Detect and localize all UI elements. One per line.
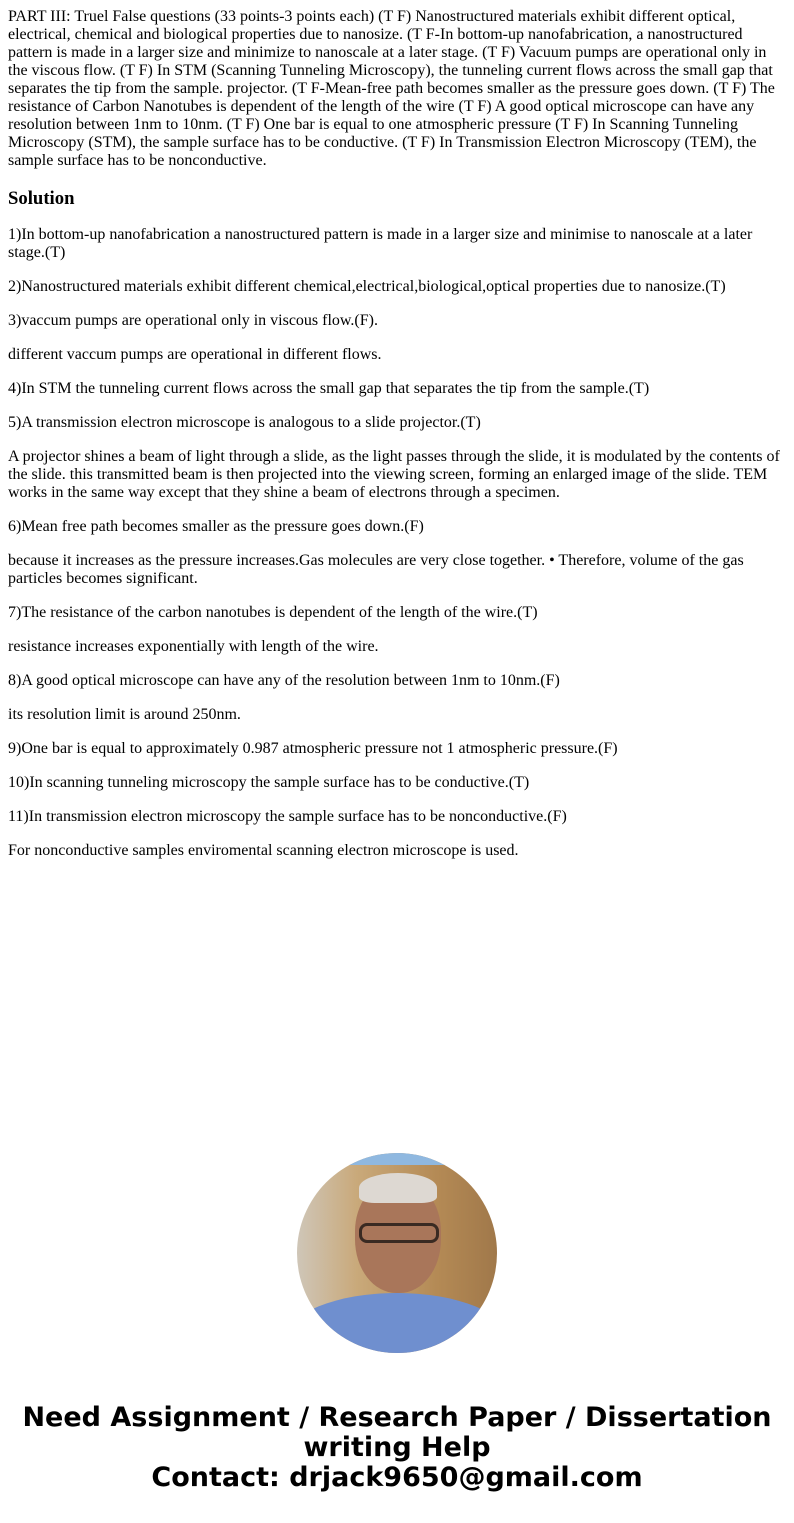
answer-paragraph: 10)In scanning tunneling microscopy the sample surface has to be conductive.(T) [8,774,530,791]
answer-paragraph: 7)The resistance of the carbon nanotubes is dependent of the length of the wire.(T) [8,604,538,621]
solution-answers [8,226,786,860]
answer-paragraph: because it increases as the pressure increases.Gas molecules are very close together. • Therefore, volume of the gas particles becomes significant. [8,552,744,587]
answer-paragraph: 3)vaccum pumps are operational only in viscous flow.(F). [8,312,378,329]
photo-shirt [297,1293,497,1353]
answer-paragraph: 4)In STM the tunneling current flows across the small gap that separates the tip from the sample.(T) [8,380,650,397]
photo-background [297,1153,497,1165]
answer-paragraph: 9)One bar is equal to approximately 0.987 atmospheric pressure not 1 atmospheric pressure.(F) [8,740,618,757]
contact-footer [0,1403,794,1493]
photo-glasses [359,1223,439,1243]
question-text: PART III: Truel False questions (33 points-3 points each) (T F) Nanostructured materials exhibit different optical, electrical, chemical and biological properties due to nanosize. (T F-In bottom-up nanofabrication, a nanostructured pattern is made in a larger size and minimize to nanoscale at a later stage. (T F) Vacuum pumps are operational only in the viscous flow. (T F) In STM (Scanning Tunneling Microscopy), the tunneling current flows across the small gap that separates the tip from the sample. projector. (T F-Mean-free path becomes smaller as the pressure goes down. (T F) The resistance of Carbon Nanotubes is dependent of the length of the wire (T F) A good optical microscope can have any resolution between 1nm to 10nm. (T F) One bar is equal to one atmospheric pressure (T F) In Scanning Tunneling Microscopy (STM), the sample surface has to be conductive. (T F) In Transmission Electron Microscopy (TEM), the sample surface has to be nonconductive. [8,8,775,169]
answer-paragraph: resistance increases exponentially with length of the wire. [8,638,379,655]
author-photo [297,1153,497,1353]
answer-paragraph: 1)In bottom-up nanofabrication a nanostructured pattern is made in a larger size and minimise to nanoscale at a later stage.(T) [8,226,753,261]
footer-contact-email: Contact: drjack9650@gmail.com [151,1462,643,1493]
answer-paragraph: different vaccum pumps are operational in different flows. [8,346,382,363]
answer-paragraph: 5)A transmission electron microscope is analogous to a slide projector.(T) [8,414,481,431]
answer-paragraph: 6)Mean free path becomes smaller as the pressure goes down.(F) [8,518,424,535]
footer-line-2: writing Help [303,1432,491,1463]
photo-hair [359,1173,437,1203]
answer-paragraph: For nonconductive samples enviromental scanning electron microscope is used. [8,842,519,859]
answer-paragraph: 2)Nanostructured materials exhibit different chemical,electrical,biological,optical properties due to nanosize.(T) [8,278,726,295]
footer-line-1: Need Assignment / Research Paper / Dissertation [22,1402,772,1433]
solution-heading: Solution [8,188,75,209]
answer-paragraph: its resolution limit is around 250nm. [8,706,241,723]
answer-paragraph: 8)A good optical microscope can have any of the resolution between 1nm to 10nm.(F) [8,672,560,689]
answer-paragraph: 11)In transmission electron microscopy the sample surface has to be nonconductive.(F) [8,808,567,825]
answer-paragraph: A projector shines a beam of light through a slide, as the light passes through the slide, it is modulated by the contents of the slide. this transmitted beam is then projected into the viewing screen, forming an enlarged image of the slide. TEM works in the same way except that they shine a beam of electrons through a specimen. [8,448,780,501]
